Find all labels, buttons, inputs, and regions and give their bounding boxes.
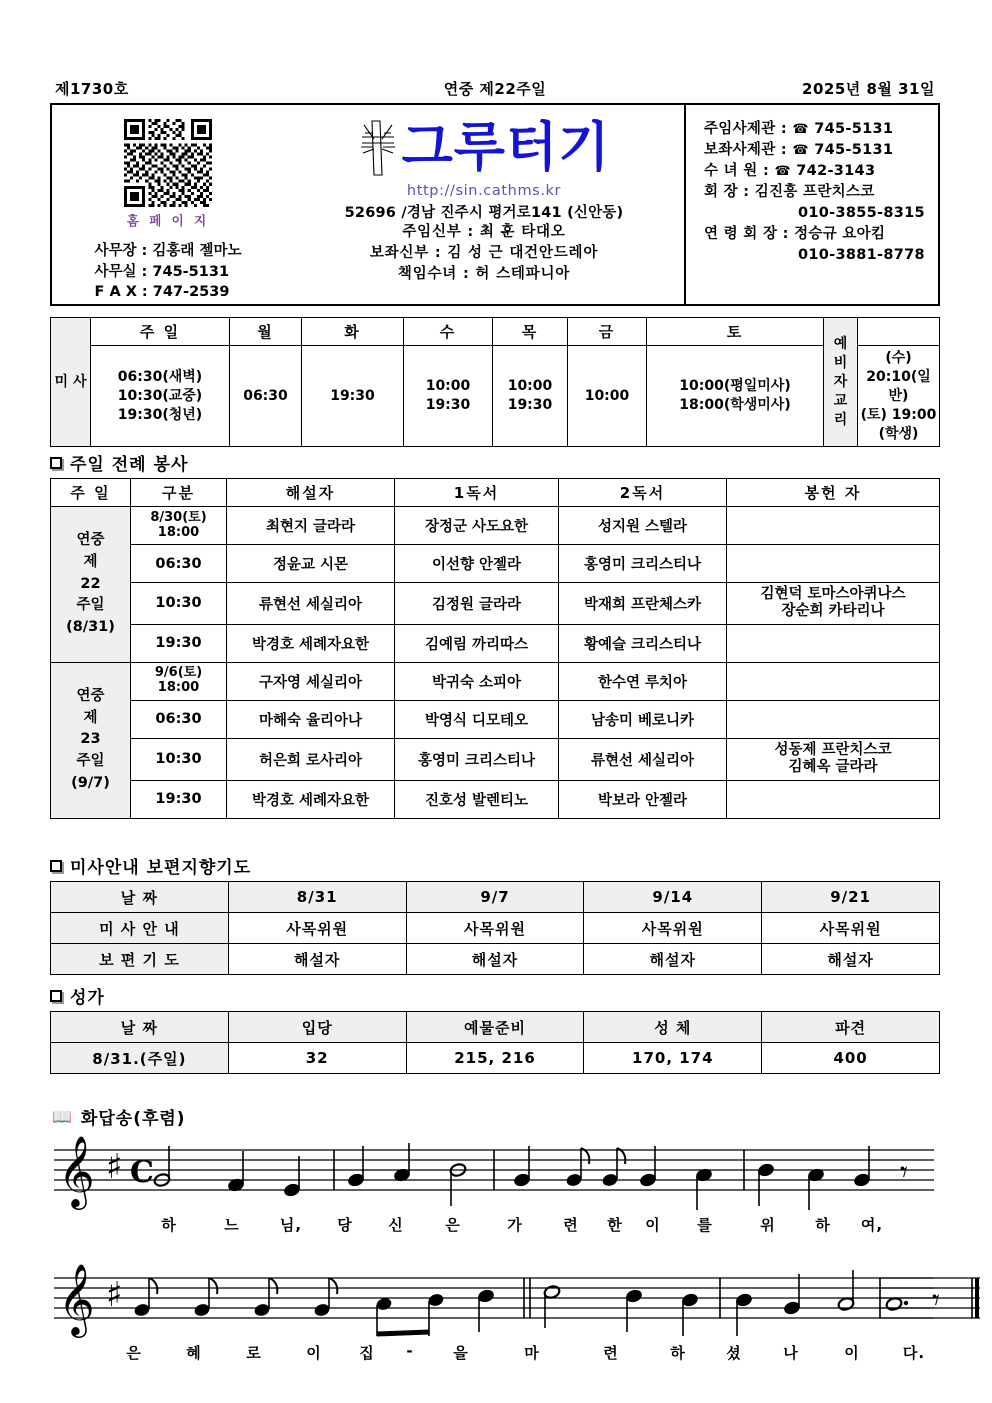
- guide-date-3: 9/21: [762, 882, 940, 913]
- wheat-cross-icon: [358, 117, 398, 179]
- staff-svg-2: [44, 1258, 944, 1348]
- mass-col-thu: 목: [493, 318, 568, 346]
- table-row: [51, 545, 940, 583]
- lit-narrator: 박경호 세례자요한: [227, 624, 395, 662]
- lit-time: 9/6(토) 18:00: [131, 662, 227, 700]
- lit-offering: 성동제 프란치스코 김혜옥 글라라: [727, 738, 940, 780]
- lit-col-offering: 봉헌 자: [727, 479, 940, 507]
- telephone-icon: ☎: [792, 122, 809, 137]
- lit-reading2: 박재희 프란체스카: [559, 583, 727, 625]
- lit-col-time: 구분: [131, 479, 227, 507]
- lit-time: 06:30: [131, 545, 227, 583]
- hymn-col-date: 날 짜: [51, 1012, 229, 1043]
- contact-row-1: [704, 140, 938, 161]
- table-row: [51, 944, 940, 975]
- telephone-icon: ☎: [774, 164, 791, 180]
- mass-label-line-1: 미: [54, 373, 69, 390]
- hymn-communion: 170, 174: [584, 1043, 762, 1074]
- hymn-col-entrance: 입당: [228, 1012, 406, 1043]
- lit-time: 19:30: [131, 780, 227, 818]
- contact-label-3: 회 장 :: [704, 184, 750, 201]
- lit-reading2: 남송미 베로니카: [559, 700, 727, 738]
- contact-row-6: [704, 245, 938, 266]
- guide-massguide-2: 사목위원: [584, 913, 762, 944]
- staff-svg-2-tail: [880, 1258, 990, 1348]
- lit-reading2: 황예슬 크리스티나: [559, 624, 727, 662]
- associate-pastor: 보좌신부 : 김 성 근 대건안드레아: [369, 245, 599, 262]
- mass-cell-sunday: 06:30(새벽) 10:30(교중) 19:30(청년): [91, 346, 230, 447]
- contact-label-5: 연 령 회 장 :: [704, 226, 789, 243]
- svg-text:𝄾: 𝄾: [932, 1283, 940, 1318]
- contact-value-1: 745-5131: [814, 142, 894, 159]
- office-fax: F A X : 747-2539: [94, 284, 230, 301]
- masthead-center: [284, 105, 684, 304]
- open-book-icon: 📖: [52, 1107, 73, 1126]
- hymn-col-offertory: 예물준비: [406, 1012, 584, 1043]
- guide-date-0: 8/31: [228, 882, 406, 913]
- table-row: [51, 1012, 940, 1043]
- lit-col-reading1: 1독서: [395, 479, 559, 507]
- lit-narrator: 정윤교 시몬: [227, 545, 395, 583]
- lit-offering: [727, 662, 940, 700]
- table-row: [51, 624, 940, 662]
- guide-row-label-1: 미 사 안 내: [51, 913, 229, 944]
- guide-prayer-3: 해설자: [762, 944, 940, 975]
- mass-cell-wed: 10:00 19:30: [404, 346, 493, 447]
- guide-title: 미사안내 보편지향기도: [70, 858, 252, 878]
- mass-col-sat: 토: [647, 318, 824, 346]
- svg-text:♯: ♯: [106, 1275, 123, 1315]
- lit-reading2: 홍영미 크리스티나: [559, 545, 727, 583]
- staff-svg-1: [44, 1130, 944, 1220]
- mass-cell-sat: 10:00(평일미사) 18:00(학생미사): [647, 346, 824, 447]
- music-staff-2-tail: [880, 1258, 990, 1348]
- lit-reading2: 한수연 루치아: [559, 662, 727, 700]
- lit-week-1: 연중 제 23 주일 (9/7): [51, 662, 131, 818]
- music-lyrics-line-2: 은 혜 로 이 집 - 을 마 련 하 셨 나 이 다.: [126, 1342, 926, 1362]
- qr-code-icon: [124, 119, 212, 207]
- lit-reading1: 이선향 안젤라: [395, 545, 559, 583]
- hymn-entrance: 32: [228, 1043, 406, 1074]
- liturgy-section: [50, 478, 940, 819]
- mass-cell-fri: 10:00: [568, 346, 647, 447]
- lit-narrator: 마해숙 율리아나: [227, 700, 395, 738]
- hymn-section-heading: [50, 983, 105, 1008]
- contact-label-0: 주임사제관 :: [704, 121, 787, 137]
- office-info: [94, 241, 241, 303]
- lit-offering: 김현덕 토마스아퀴나스 장순희 카타리나: [727, 583, 940, 625]
- svg-text:♯: ♯: [106, 1147, 123, 1187]
- lit-narrator: 허은희 로사리아: [227, 738, 395, 780]
- lit-col-reading2: 2독서: [559, 479, 727, 507]
- top-header-line: [55, 78, 935, 99]
- sunday-title: 연중 제22주일: [443, 80, 547, 98]
- mass-schedule-section: [50, 317, 940, 447]
- table-row: [51, 1043, 940, 1074]
- table-row: [51, 780, 940, 818]
- mass-cell-mon: 06:30: [230, 346, 302, 447]
- lit-reading1: 박영식 디모테오: [395, 700, 559, 738]
- mass-col-mon: 월: [230, 318, 302, 346]
- responsorial-title: 화답송(후렴): [80, 1109, 186, 1129]
- guide-section-heading: [50, 853, 251, 878]
- mass-col-wed: 수: [404, 318, 493, 346]
- lit-time: 06:30: [131, 700, 227, 738]
- mass-col-fri: 금: [568, 318, 647, 346]
- responsorial-heading: [52, 1104, 186, 1129]
- lit-reading1: 김정원 글라라: [395, 583, 559, 625]
- lit-offering: [727, 700, 940, 738]
- contact-label-2: 수 녀 원 :: [704, 163, 770, 180]
- contact-row-5: [704, 224, 938, 245]
- lit-reading2: 성지원 스텔라: [559, 507, 727, 545]
- contact-value-6: 010-3881-8778: [798, 247, 925, 264]
- office-manager: 사무장 : 김홍래 젤마노: [94, 243, 242, 259]
- mass-schedule-table: [50, 317, 940, 447]
- lit-time: 19:30: [131, 624, 227, 662]
- mass-cell-tue: 19:30: [302, 346, 404, 447]
- lit-offering: [727, 624, 940, 662]
- table-row: [51, 583, 940, 625]
- liturgy-section-heading: [50, 450, 188, 475]
- lit-offering: [727, 545, 940, 583]
- guide-row-label-0: 날 짜: [51, 882, 229, 913]
- lit-col-narrator: 해설자: [227, 479, 395, 507]
- lit-offering: [727, 507, 940, 545]
- hymn-offertory: 215, 216: [406, 1043, 584, 1074]
- guide-prayer-1: 해설자: [406, 944, 584, 975]
- lit-reading1: 김예림 까리따스: [395, 624, 559, 662]
- pastor: 주임신부 : 최 훈 타대오: [402, 224, 566, 240]
- masthead-contacts: [684, 105, 938, 304]
- website-url[interactable]: http://sin.cathms.kr: [406, 183, 562, 199]
- office-phone: 사무실 : 745-5131: [94, 263, 230, 280]
- hymn-col-communion: 성 체: [584, 1012, 762, 1043]
- hymn-recessional: 400: [762, 1043, 940, 1074]
- contact-row-3: [704, 182, 938, 203]
- mass-header-row: [51, 318, 940, 346]
- hymn-col-recessional: 파견: [762, 1012, 940, 1043]
- head-sister: 책임수녀 : 허 스테파니아: [397, 266, 571, 283]
- square-bullet-icon: [50, 860, 62, 872]
- parish-address: 52696 /경남 진주시 평거로141 (신안동): [344, 205, 624, 221]
- mass-label-line-2: 사: [72, 373, 87, 390]
- guide-date-2: 9/14: [584, 882, 762, 913]
- music-staff-2: [44, 1258, 944, 1348]
- svg-text:C: C: [130, 1155, 154, 1190]
- homepage-label: 홈 페 이 지: [126, 213, 210, 228]
- square-bullet-icon: [50, 990, 62, 1002]
- bulletin-title: 그루터기: [401, 116, 611, 178]
- lit-reading2: 류현선 세실리아: [559, 738, 727, 780]
- table-row: [51, 700, 940, 738]
- lit-time: 10:30: [131, 583, 227, 625]
- masthead-left: [52, 105, 284, 304]
- hymn-table: [50, 1011, 940, 1074]
- issue-number: 제1730호: [55, 80, 129, 98]
- contact-value-5: 정승규 요아킴: [794, 226, 886, 243]
- table-row: [51, 507, 940, 545]
- lit-time: 10:30: [131, 738, 227, 780]
- lit-narrator: 박경호 세례자요한: [227, 780, 395, 818]
- lit-narrator: 최현지 글라라: [227, 507, 395, 545]
- guide-row-label-2: 보 편 기 도: [51, 944, 229, 975]
- contact-value-4: 010-3855-8315: [798, 205, 925, 222]
- brand-row: [358, 115, 611, 181]
- mass-row-label: [51, 318, 91, 447]
- masthead: [50, 103, 940, 306]
- mass-col-sunday: 주 일: [91, 318, 230, 346]
- contact-value-3: 김진흥 프란치스코: [754, 184, 875, 201]
- lit-col-week: 주 일: [51, 479, 131, 507]
- contact-value-2: 742-3143: [796, 163, 876, 180]
- liturgy-title: 주일 전례 봉사: [70, 455, 189, 475]
- table-row: [51, 913, 940, 944]
- catechism-label: 예 비 자 교 리: [824, 318, 858, 447]
- lit-reading1: 박귀숙 소피아: [395, 662, 559, 700]
- guide-section: [50, 881, 940, 975]
- contact-value-0: 745-5131: [814, 121, 894, 137]
- lit-reading1: 장정군 사도요한: [395, 507, 559, 545]
- square-bullet-icon: [50, 457, 62, 469]
- hymn-section: [50, 1011, 940, 1074]
- liturgy-table: [50, 478, 940, 819]
- table-row: [51, 738, 940, 780]
- lit-reading1: 진호성 발렌티노: [395, 780, 559, 818]
- svg-text:𝄞: 𝄞: [58, 1134, 95, 1207]
- lit-narrator: 구자영 세실리아: [227, 662, 395, 700]
- publication-date: 2025년 8월 31일: [802, 80, 935, 98]
- guide-prayer-0: 해설자: [228, 944, 406, 975]
- lit-narrator: 류현선 세실리아: [227, 583, 395, 625]
- guide-date-1: 9/7: [406, 882, 584, 913]
- contact-row-0: [704, 119, 938, 140]
- guide-massguide-0: 사목위원: [228, 913, 406, 944]
- mass-cell-thu: 10:00 19:30: [493, 346, 568, 447]
- guide-massguide-1: 사목위원: [406, 913, 584, 944]
- music-lyrics-line-1: 하 느 님, 당 신 은 가 련 한 이 를 위 하 여,: [161, 1216, 884, 1234]
- lit-time: 8/30(토) 18:00: [131, 507, 227, 545]
- mass-guide-table: [50, 881, 940, 975]
- mass-col-extra: [858, 318, 940, 346]
- svg-text:𝄞: 𝄞: [58, 1262, 95, 1335]
- table-row: [51, 882, 940, 913]
- contact-label-1: 보좌사제관 :: [704, 142, 787, 159]
- guide-prayer-2: 해설자: [584, 944, 762, 975]
- liturgy-header-row: [51, 479, 940, 507]
- lit-week-0: 연중 제 22 주일 (8/31): [51, 507, 131, 663]
- table-row: [51, 662, 940, 700]
- contact-row-2: [704, 161, 938, 182]
- svg-text:𝄾: 𝄾: [900, 1155, 908, 1190]
- lit-reading1: 홍영미 크리스티나: [395, 738, 559, 780]
- hymn-date: 8/31.(주일): [51, 1043, 229, 1074]
- mass-col-tue: 화: [302, 318, 404, 346]
- music-staff-1: [44, 1130, 944, 1220]
- lit-reading2: 박보라 안젤라: [559, 780, 727, 818]
- guide-massguide-3: 사목위원: [762, 913, 940, 944]
- catechism-times: (수) 20:10(일반) (토) 19:00 (학생): [858, 346, 940, 447]
- mass-values-row: [51, 346, 940, 447]
- lit-offering: [727, 780, 940, 818]
- telephone-icon: ☎: [792, 143, 809, 159]
- hymn-title: 성가: [70, 988, 105, 1008]
- contact-row-4: [704, 203, 938, 224]
